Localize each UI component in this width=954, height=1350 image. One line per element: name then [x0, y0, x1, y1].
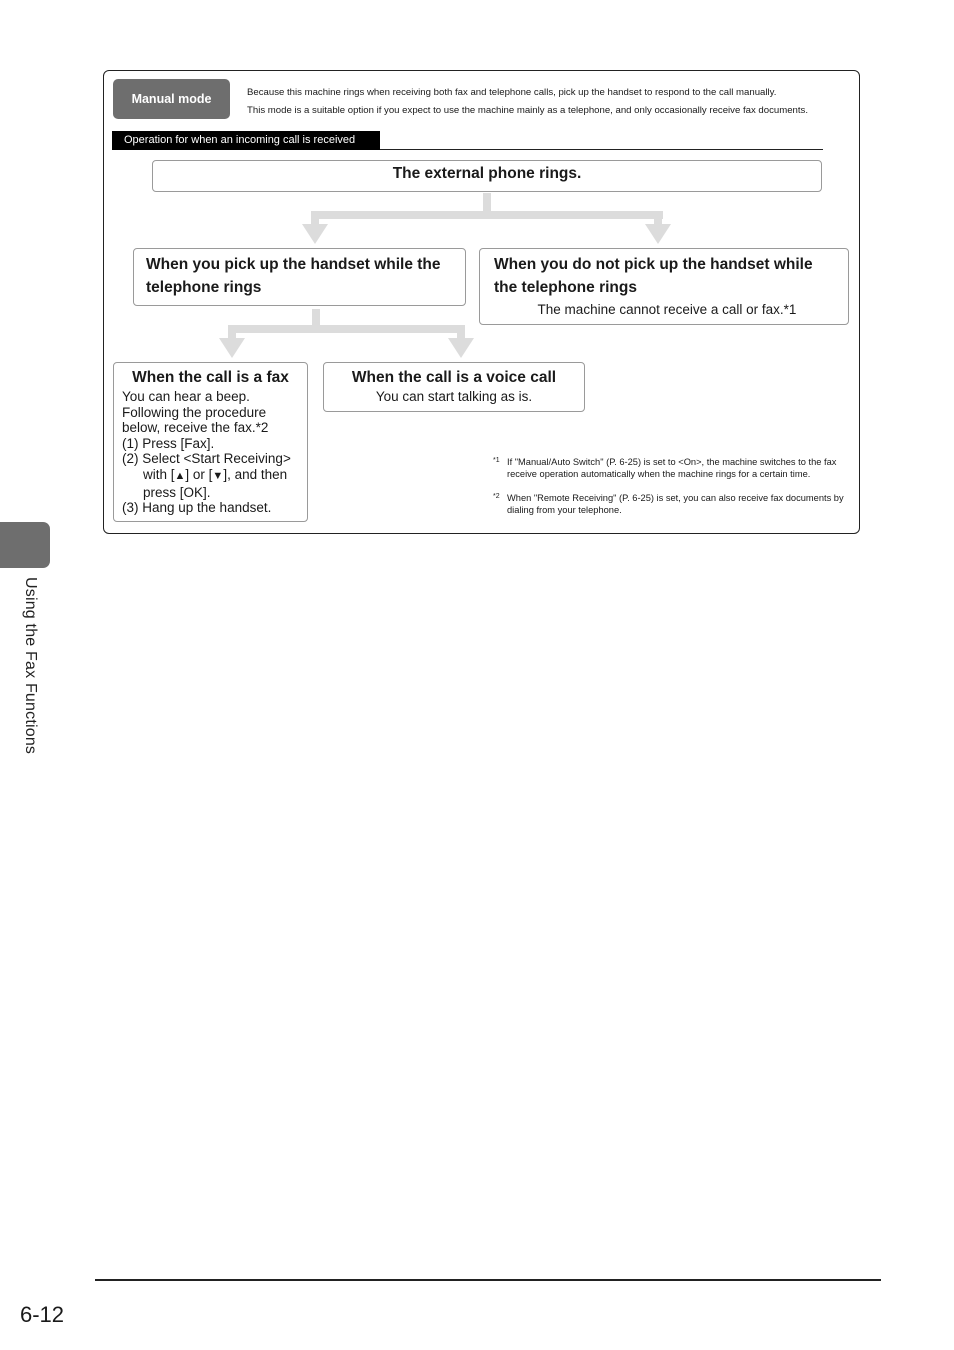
- pick-up-text: When you pick up the handset while the telephone rings: [146, 256, 441, 296]
- footnote-1-text: If "Manual/Auto Switch" (P. 6-25) is set to <On>, the machine switches to the fax receive operation automatically when the machine rings for a certain time.: [507, 457, 837, 479]
- fax-step-2b-pre: with [: [143, 466, 175, 482]
- connector-fax-drop: [228, 325, 236, 339]
- arrow-to-pick-up: [302, 224, 328, 244]
- connector-root-bar: [311, 211, 663, 219]
- fax-steps: [122, 389, 307, 516]
- footnote-2-mark: *2: [493, 493, 500, 500]
- connector-right-drop: [654, 211, 662, 225]
- fax-step-1: (1) Press [Fax].: [122, 435, 215, 451]
- footnote-2-text: When "Remote Receiving" (P. 6-25) is set, you can also receive fax documents by dialing from your telephone.: [507, 493, 844, 515]
- up-arrow-icon: ▲: [174, 469, 186, 482]
- fax-line-2: Following the procedure: [122, 404, 267, 420]
- fax-step-2a: (2) Select <Start Receiving>: [122, 451, 291, 467]
- voice-title: When the call is a voice call: [351, 369, 557, 386]
- connector-voice-drop: [457, 325, 465, 339]
- chapter-tab-label: Using the Fax Functions: [22, 577, 39, 755]
- no-pick-up-node: [479, 248, 849, 325]
- no-pick-up-note: The machine cannot receive a call or fax.*1: [537, 302, 797, 317]
- footnote-1: [493, 457, 859, 480]
- connector-pick-bar: [228, 325, 465, 333]
- pick-up-node: [133, 248, 466, 306]
- voice-note: You can start talking as is.: [375, 389, 533, 404]
- arrow-to-fax: [219, 338, 245, 358]
- no-pick-up-text: When you do not pick up the handset while the telephone rings: [494, 256, 813, 296]
- voice-node: [323, 362, 585, 412]
- fax-line-3: below, receive the fax.*2: [122, 420, 269, 436]
- arrow-to-no-pick-up: [645, 224, 671, 244]
- intro-line-2: This mode is a suitable option if you expect to use the machine mainly as a telephone, and only occasionally receive fax documents.: [247, 105, 809, 116]
- chapter-tab: [0, 522, 50, 568]
- arrow-to-voice: [448, 338, 474, 358]
- connector-left-drop: [311, 211, 319, 225]
- footnote-1-mark: *1: [493, 457, 500, 464]
- fax-step-2b: [122, 467, 307, 485]
- fax-step-2b-post: ], and then: [223, 466, 288, 482]
- footnote-2: [493, 493, 859, 516]
- fax-line-1: You can hear a beep.: [122, 389, 250, 404]
- footer-rule: [95, 1279, 881, 1281]
- operation-label: Operation for when an incoming call is received: [112, 131, 380, 150]
- fax-step-3: (3) Hang up the handset.: [122, 500, 272, 516]
- fax-title: When the call is a fax: [132, 369, 289, 386]
- down-arrow-icon: ▼: [212, 469, 224, 482]
- mode-tag: Manual mode: [113, 79, 230, 119]
- fax-node: [113, 362, 308, 522]
- page-number: 6-12: [20, 1302, 65, 1327]
- intro-line-1: Because this machine rings when receiving both fax and telephone calls, pick up the handset to respond to the call manually.: [247, 87, 777, 98]
- fax-step-2c: press [OK].: [143, 484, 211, 500]
- root-node: [152, 160, 822, 192]
- root-node-text: The external phone rings.: [392, 165, 582, 182]
- fax-step-2b-mid: ] or [: [185, 466, 213, 482]
